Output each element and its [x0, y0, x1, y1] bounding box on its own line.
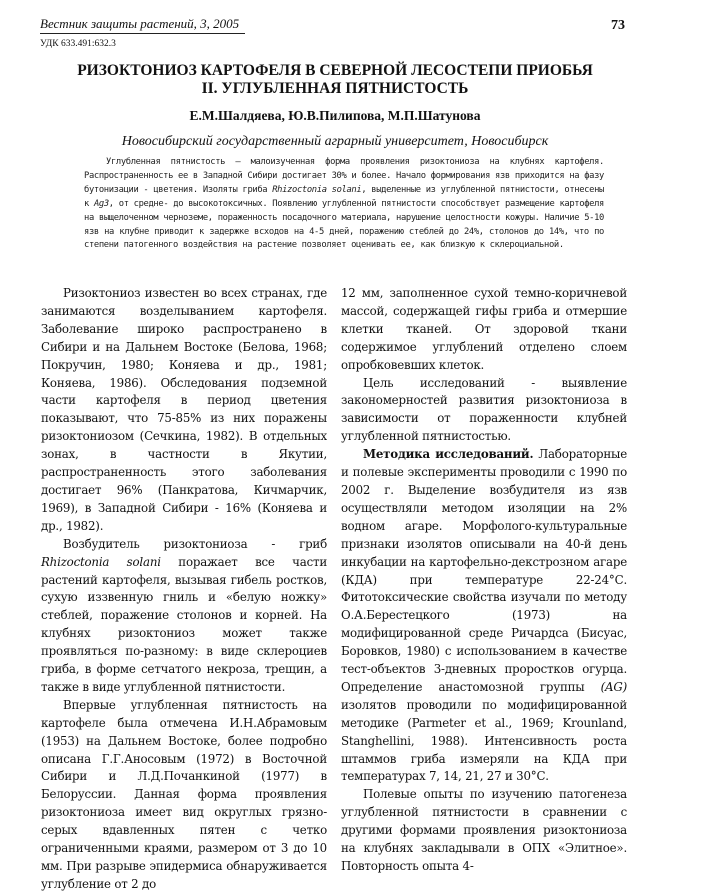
affiliation: Новосибирский государственный аграрный университет, Новосибирск	[121, 134, 549, 149]
authors: Е.М.Шалдяева, Ю.В.Пилипова, М.П.Шатунова	[189, 108, 481, 123]
abstract-text: , от средне- до высокотоксичных. Появлению углубленной пятнистости способствует размещение картофеля на выщелоченном черноземе, пораженность посадочного материала, нарушение целостности кожуры. Наличие 5-10 язв на клубне приводит к задержке всходов на 4-5 дней, поражению стеблей до 24%, столонов до 14%, что по степени патогенного воздействия на растение позволяет оценивать ее, как близкую к склероциальной.	[84, 198, 604, 251]
right-column	[341, 285, 627, 876]
paragraph: 12 мм, заполненное сухой темно-коричневой массой, содержащей гифы гриба и отмершие клетки тканей. От здоровой ткани содержимое углублений отделено слоем опробковевших клеток.	[341, 286, 627, 372]
udc-code: УДК 633.491:632.3	[40, 39, 116, 49]
group-label: (AG)	[600, 679, 627, 694]
paragraph-text: изолятов проводили по модифицированной методике (Parmeter et al., 1969; Krounland, Stanghellini, 1988). Интенсивность роста штаммов гриба измеряли на КДА при температурах 7, 14, 21, 27 и 30°С.	[341, 697, 627, 784]
paragraph-text: поражает все части растений картофеля, вызывая гибель ростков, сухую иззвенную гниль и «белую ножку» стеблей, поражение столонов и корней. На клубнях ризоктониоз может также проявляться по-разному: в виде склероциев гриба, в форме сетчатого некроза, трещин, а также в виде углубленной пятнистости.	[41, 554, 327, 694]
page-number: 73	[611, 18, 625, 33]
paragraph: Впервые углубленная пятнистость на картофеле была отмечена И.Н.Абрамовым (1953) на Дальнем Востоке, более подробно описана Г.Г.Аносовым (1972) в Восточной Сибири и Л.Д.Почанкиной (1977) в Белоруссии. Данная форма проявления ризоктониоза имеет вид округлых грязно-серых вдавленных пятен с четко ограниченными краями, размером от 3 до 10 мм. При разрыве эпидермиса обнаруживается углубление от 2 до	[41, 697, 327, 891]
paragraph: Полевые опыты по изучению патогенеза углубленной пятнистости в сравнении с другими формами проявления ризоктониоза на клубнях закладывали в ОПХ «Элитное». Повторность опыта 4-	[341, 787, 627, 873]
abstract-group: Ag3	[93, 198, 109, 209]
title-line-1: РИЗОКТОНИОЗ КАРТОФЕЛЯ В СЕВЕРНОЙ ЛЕСОСТЕПИ ПРИОБЬЯ	[77, 62, 593, 79]
paragraph: Ризоктониоз известен во всех странах, где занимаются возделыванием картофеля. Заболевание широко распространено в Сибири и на Дальнем Востоке (Белова, 1968; Покручин, 1980; Коняева и др., 1981; Коняева, 1986). Обследования подземной части картофеля в период цветения показывают, что 75-85% из них поражены ризоктониозом (Сечкина, 1982). В отдельных зонах, в частности в Якутии, распространенность этого заболевания достигает 96% (Панкратова, Кичмарчик, 1969), в Западной Сибири - 16% (Коняева и др., 1982).	[41, 286, 327, 533]
paragraph	[341, 446, 627, 786]
abstract-species: Rhizoctonia solani	[272, 184, 362, 195]
section-heading: Методика исследований.	[363, 447, 534, 462]
paragraph: Цель исследований - выявление закономерностей развития ризоктониоза в зависимости от пораженности клубней углубленной пятнистостью.	[341, 375, 627, 444]
title-line-2: II. УГЛУБЛЕННАЯ ПЯТНИСТОСТЬ	[201, 80, 469, 97]
journal-title: Вестник защиты растений, 3, 2005	[40, 16, 245, 34]
abstract-text: , выделенные из углубленной пятнистости, отнесены к	[84, 184, 604, 209]
species-name: Rhizoctonia solani	[41, 554, 161, 569]
left-column	[41, 285, 327, 894]
abstract	[84, 156, 604, 253]
article-title	[40, 62, 630, 98]
abstract-text: Углубленная пятнистость – малоизученная форма проявления ризоктониоза на клубнях картофеля. Распространенность ее в Западной Сибири достигает 30% и более. Начало формирования язв приходится на фазу бутонизации - цветения. Изоляты гриба	[84, 157, 604, 195]
paragraph-text: Лабораторные и полевые эксперименты проводили с 1990 по 2002 г. Выделение возбудителя из язв осуществляли методом изоляции на 2% водном агаре. Морфолого-культуральные признаки изолятов описывали на 40-й день инкубации на картофельно-декстрозном агаре (КДА) при температуре 22-24°С. Фитотоксические свойства изучали по методу О.А.Берестецкого (1973) на модифицированной среде Ричардса (Бисуас, Боровков, 1980) с использованием в качестве тест-объектов 3-дневных проростков огурца. Определение анастомозной группы	[341, 447, 627, 694]
paragraph	[41, 536, 327, 697]
paragraph-text: Возбудитель ризоктониоза - гриб	[63, 536, 327, 551]
